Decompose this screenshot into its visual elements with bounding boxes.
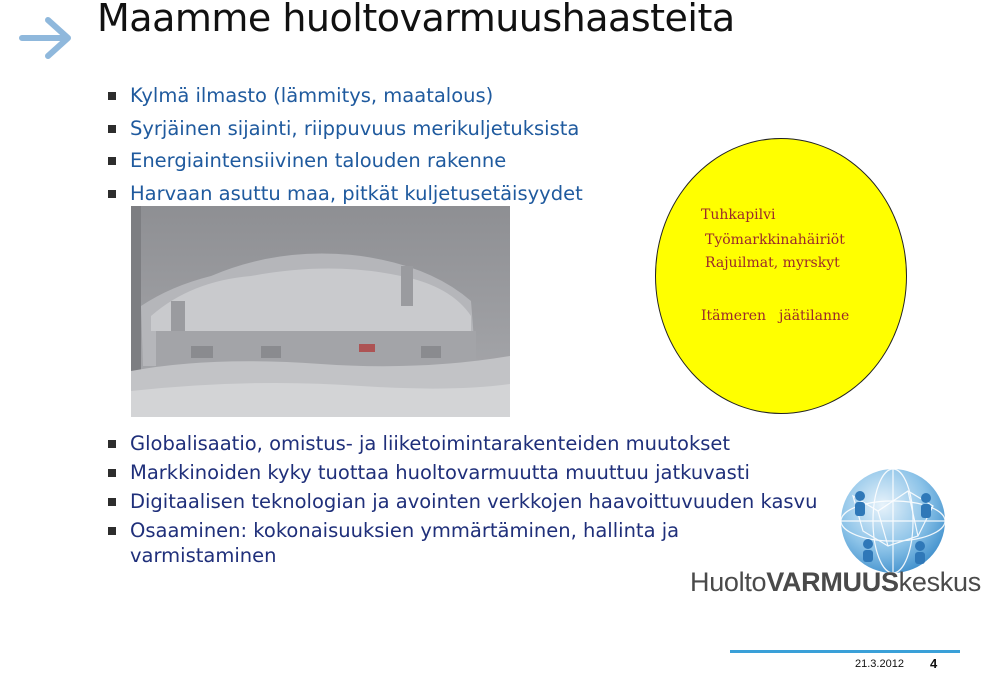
bullet-icon [108,469,116,477]
list-item: Kylmä ilmasto (lämmitys, maatalous) [108,80,583,113]
bullet-icon [108,440,116,448]
circle-text: Rajuilmat, myrskyt [705,255,840,271]
risk-circle [655,138,907,414]
bullet-icon [108,190,116,198]
footer-date: 21.3.2012 [855,658,904,670]
list-item: Syrjäinen sijainti, riippuvuus merikuljetuksista [108,113,583,146]
circle-text: Tuhkapilvi [701,207,776,223]
footer-divider [730,650,960,653]
arrow-right-icon [18,14,76,62]
circle-text: Työmarkkinahäiriöt [705,232,845,248]
bottom-bullet-list [108,431,818,572]
bullet-icon [108,527,116,535]
list-item: Energiaintensiivinen talouden rakenne [108,145,583,178]
list-item: Osaaminen: kokonaisuuksien ymmärtäminen, hallinta ja varmistaminen [108,518,750,568]
bullet-icon [108,498,116,506]
list-item: Digitaalisen teknologian ja avointen verkkojen haavoittuvuuden kasvu [108,489,820,514]
top-bullet-list [108,80,583,210]
logo-text: HuoltoVARMUUSkeskus [690,567,981,597]
bullet-icon [108,125,116,133]
globe-network-icon [838,466,948,576]
bullet-icon [108,157,116,165]
slide-title: Maamme huoltovarmuushaasteita [97,0,735,40]
list-item: Globalisaatio, omistus- ja liiketoimintarakenteiden muutokset [108,431,808,456]
circle-text: Itämeren [701,308,767,324]
snowy-house-photo [131,206,510,417]
list-item: Harvaan asuttu maa, pitkät kuljetusetäisyydet [108,178,583,211]
page-number: 4 [930,656,938,671]
bullet-icon [108,92,116,100]
circle-text: jäätilanne [779,308,850,324]
list-item: Markkinoiden kyky tuottaa huoltovarmuutta muuttuu jatkuvasti [108,460,808,485]
